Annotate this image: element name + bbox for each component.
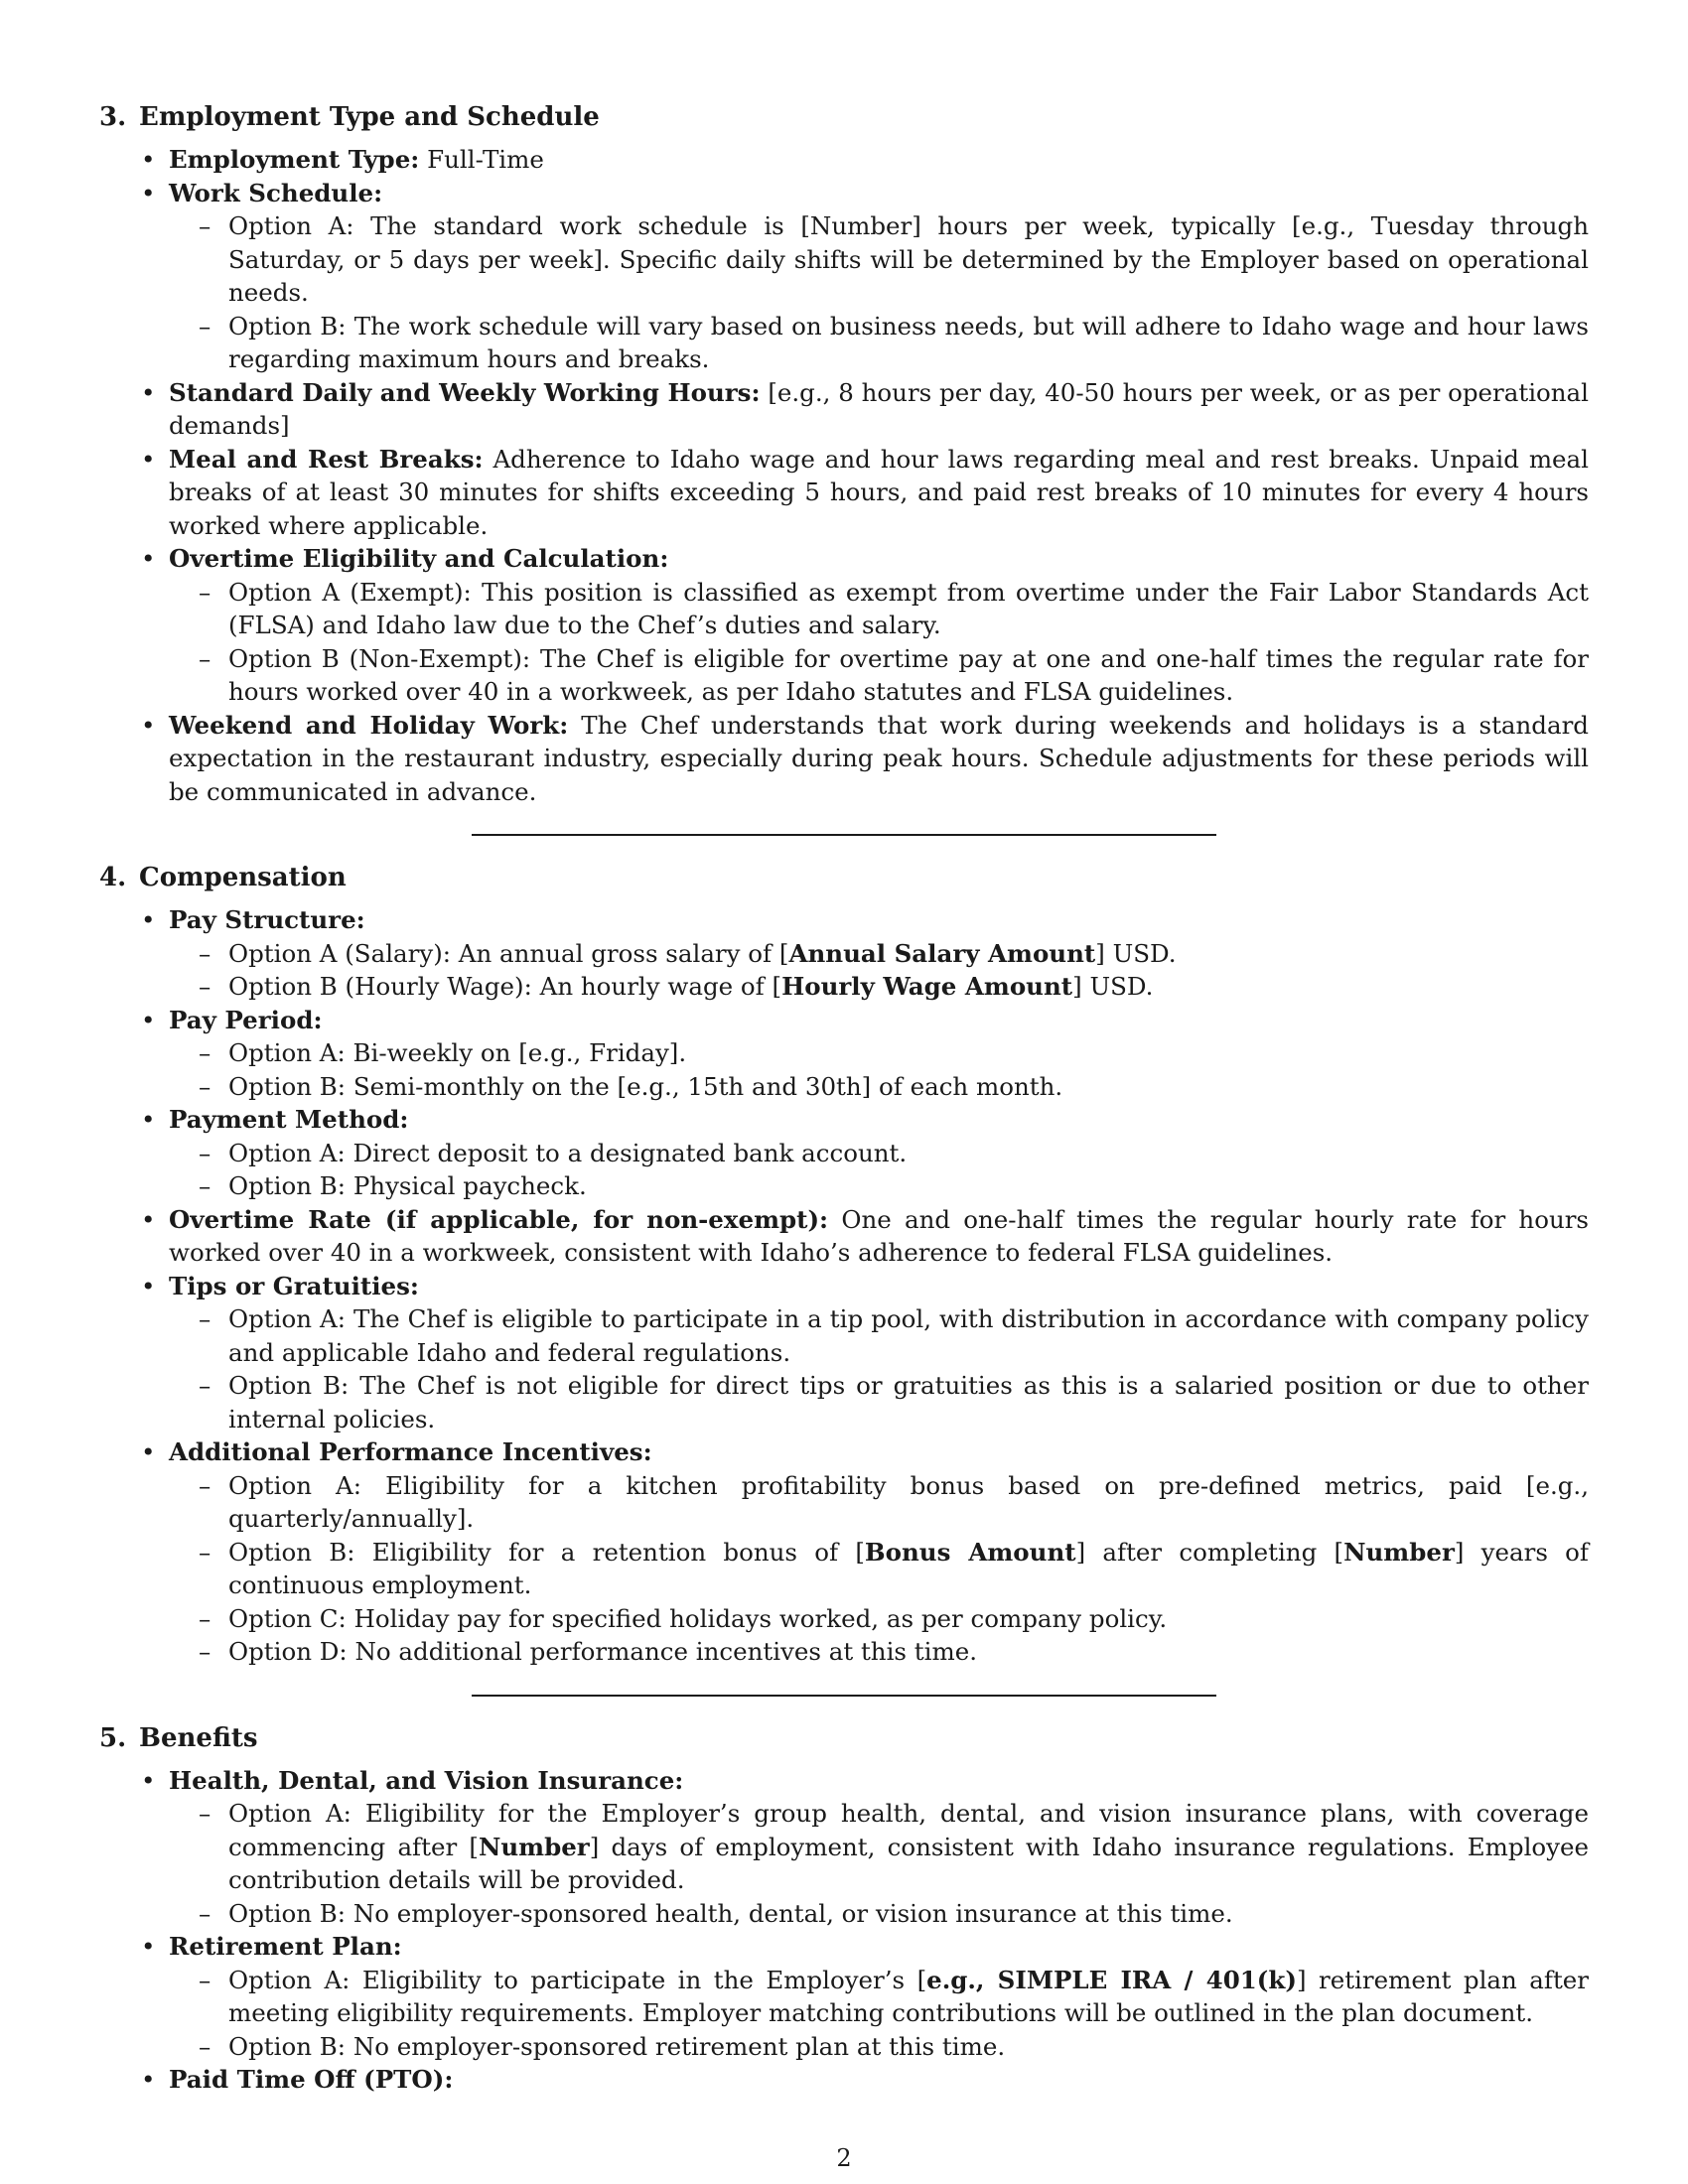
option-list: [169, 1137, 1589, 1203]
list-item: [169, 1764, 1589, 1931]
option-list: [169, 1036, 1589, 1103]
list-item: [169, 1435, 1589, 1669]
section-number: 5.: [99, 1722, 127, 1753]
option-list: [169, 576, 1589, 709]
option-text: Option A (Salary): An annual gross salary of: [228, 938, 779, 968]
option-text: Option C: Holiday pay for specified holidays worked, as per company policy.: [228, 1603, 1168, 1633]
option-text: Option A: Eligibility to participate in the Employer’s: [228, 1965, 917, 1994]
list-item: [169, 177, 1589, 376]
option-text: [: [916, 1965, 927, 1994]
item-text: Adherence to Idaho wage and hour laws regarding meal and rest breaks. Unpaid meal breaks of at least 30 minutes for shifts exceeding 5 hours, and paid rest breaks of 10 minutes for every 4 hours worked where applicable.: [169, 444, 1589, 540]
list-item: [169, 2063, 1589, 2097]
item-text: [e.g., 8 hours per day, 40-50 hours per week, or as per operational demands]: [169, 377, 1590, 440]
option-item: [228, 310, 1589, 376]
list-item: [169, 1004, 1589, 1104]
option-list: [169, 1302, 1589, 1435]
item-label: Weekend and Holiday Work:: [169, 710, 569, 740]
option-text: [: [778, 938, 789, 968]
list-item: [169, 143, 1589, 177]
option-text: ] days of employment, consistent with Idaho insurance regulations. Employee contribution details will be provided.: [228, 1832, 1589, 1894]
option-text: ] after completing: [1075, 1537, 1335, 1567]
section-heading: [99, 97, 1589, 137]
item-label: Payment Method:: [169, 1105, 409, 1134]
option-item: [228, 1302, 1589, 1369]
option-text: Option A: Eligibility for a kitchen profitability bonus based on pre-defined metrics, paid [e.g., quarterly/annually].: [228, 1470, 1589, 1533]
list-item: [169, 709, 1589, 809]
option-text: Option D: No additional performance incentives at this time.: [228, 1637, 977, 1666]
option-item: [228, 937, 1589, 971]
option-list: [169, 1964, 1589, 2064]
section-list: [99, 903, 1589, 1669]
item-text: Full-Time: [419, 145, 544, 174]
option-item: [228, 1797, 1589, 1897]
section-heading: [99, 1718, 1589, 1758]
item-text: One and one-half times the regular hourly rate for hours worked over 40 in a workweek, consistent with Idaho’s adherence to federal FLSA guidelines.: [169, 1204, 1590, 1267]
option-item: [228, 642, 1589, 709]
option-item: [228, 1635, 1589, 1669]
placeholder-text: Number: [478, 1832, 590, 1861]
option-text: [: [469, 1832, 479, 1861]
item-label: Employment Type:: [169, 145, 420, 174]
item-label: Pay Structure:: [169, 905, 365, 934]
option-text: Option B: Physical paycheck.: [228, 1171, 587, 1200]
option-text: ] retirement plan after meeting eligibility requirements. Employer matching contributions will be outlined in the plan document.: [228, 1965, 1590, 2027]
section-title: Benefits: [139, 1722, 258, 1753]
option-text: Option A: The standard work schedule is [Number] hours per week, typically [e.g., Tuesday through Saturday, or 5 days per week]. Specific daily shifts will be determined by the Employer based on operational needs.: [228, 211, 1589, 307]
list-item: [169, 542, 1589, 709]
option-item: [228, 1897, 1589, 1931]
item-label: Pay Period:: [169, 1005, 323, 1034]
option-text: Option B: Semi-monthly on the [e.g., 15th and 30th] of each month.: [228, 1071, 1063, 1101]
list-item: [169, 376, 1589, 443]
placeholder-text: e.g., SIMPLE IRA / 401(k): [926, 1965, 1297, 1994]
option-item: [228, 1369, 1589, 1435]
option-item: [228, 1964, 1589, 2030]
list-item: [169, 1203, 1589, 1270]
option-item: [228, 1469, 1589, 1536]
item-label: Overtime Rate (if applicable, for non-exempt):: [169, 1204, 829, 1234]
list-item: [169, 1103, 1589, 1203]
item-label: Meal and Rest Breaks:: [169, 444, 484, 474]
option-text: [: [772, 972, 782, 1001]
option-item: [228, 1137, 1589, 1170]
option-item: [228, 1536, 1589, 1602]
option-text: Option B (Hourly Wage): An hourly wage of: [228, 972, 773, 1001]
option-text: Option A: Bi-weekly on [e.g., Friday].: [228, 1038, 687, 1067]
list-item: [169, 1270, 1589, 1436]
section-list: [99, 143, 1589, 808]
section-title: Compensation: [139, 863, 347, 892]
placeholder-text: Annual Salary Amount: [788, 938, 1096, 968]
option-text: ] USD.: [1072, 972, 1154, 1001]
placeholder-text: Bonus Amount: [864, 1537, 1076, 1567]
item-label: Work Schedule:: [169, 178, 383, 207]
item-label: Paid Time Off (PTO):: [169, 2065, 454, 2094]
option-item: [228, 1036, 1589, 1070]
section-number: 4.: [99, 863, 127, 892]
option-text: [: [855, 1537, 865, 1567]
option-list: [169, 937, 1589, 1004]
option-text: Option B: The work schedule will vary based on business needs, but will adhere to Idaho wage and hour laws regarding maximum hours and breaks.: [228, 311, 1589, 373]
item-label: Retirement Plan:: [169, 1932, 402, 1961]
document-page: [99, 97, 1589, 2097]
section-divider: [472, 834, 1216, 836]
section-heading: [99, 858, 1589, 897]
placeholder-text: Number: [1343, 1537, 1455, 1567]
placeholder-text: Hourly Wage Amount: [781, 972, 1073, 1001]
item-label: Additional Performance Incentives:: [169, 1437, 652, 1466]
item-label: Overtime Eligibility and Calculation:: [169, 544, 669, 573]
section-title: Employment Type and Schedule: [139, 102, 600, 132]
section-divider: [472, 1695, 1216, 1697]
option-text: ] USD.: [1095, 938, 1177, 968]
option-text: Option B: No employer-sponsored health, dental, or vision insurance at this time.: [228, 1898, 1233, 1928]
option-text: Option B: The Chef is not eligible for direct tips or gratuities as this is a salaried position or due to other internal policies.: [228, 1371, 1589, 1433]
option-item: [228, 1070, 1589, 1104]
list-item: [169, 1930, 1589, 2063]
option-item: [228, 576, 1589, 642]
option-text: [: [1334, 1537, 1344, 1567]
section-number: 3.: [99, 102, 127, 132]
option-list: [169, 209, 1589, 376]
item-label: Tips or Gratuities:: [169, 1271, 419, 1300]
option-text: Option A: Direct deposit to a designated bank account.: [228, 1138, 908, 1167]
list-item: [169, 443, 1589, 543]
option-text: Option B: Eligibility for a retention bonus of: [228, 1537, 856, 1567]
item-label: Health, Dental, and Vision Insurance:: [169, 1765, 684, 1795]
option-item: [228, 1169, 1589, 1203]
option-item: [228, 1602, 1589, 1636]
option-text: Option A: Eligibility for the Employer’s group health, dental, and vision insurance plans, with coverage commencing after: [228, 1799, 1589, 1861]
option-text: Option A: The Chef is eligible to participate in a tip pool, with distribution in accordance with company policy and applicable Idaho and federal regulations.: [228, 1304, 1589, 1367]
list-item: [169, 903, 1589, 1004]
option-item: [228, 970, 1589, 1004]
item-label: Standard Daily and Weekly Working Hours:: [169, 377, 761, 407]
option-item: [228, 2030, 1589, 2064]
item-text: The Chef understands that work during weekends and holidays is a standard expectation in the restaurant industry, especially during peak hours. Schedule adjustments for these periods will be communicated in advance.: [169, 710, 1589, 806]
option-text: ] years of continuous employment.: [228, 1537, 1589, 1599]
option-list: [169, 1469, 1589, 1669]
option-text: Option B: No employer-sponsored retirement plan at this time.: [228, 2031, 1006, 2061]
option-item: [228, 209, 1589, 310]
page-number: 2: [836, 2144, 852, 2172]
option-text: Option A (Exempt): This position is classified as exempt from overtime under the Fair Labor Standards Act (FLSA) and Idaho law due to the Chef’s duties and salary.: [228, 577, 1589, 639]
option-text: Option B (Non-Exempt): The Chef is eligible for overtime pay at one and one-half times the regular rate for hours worked over 40 in a workweek, as per Idaho statutes and FLSA guidelines.: [228, 643, 1589, 706]
section-list: [99, 1764, 1589, 2097]
option-list: [169, 1797, 1589, 1930]
